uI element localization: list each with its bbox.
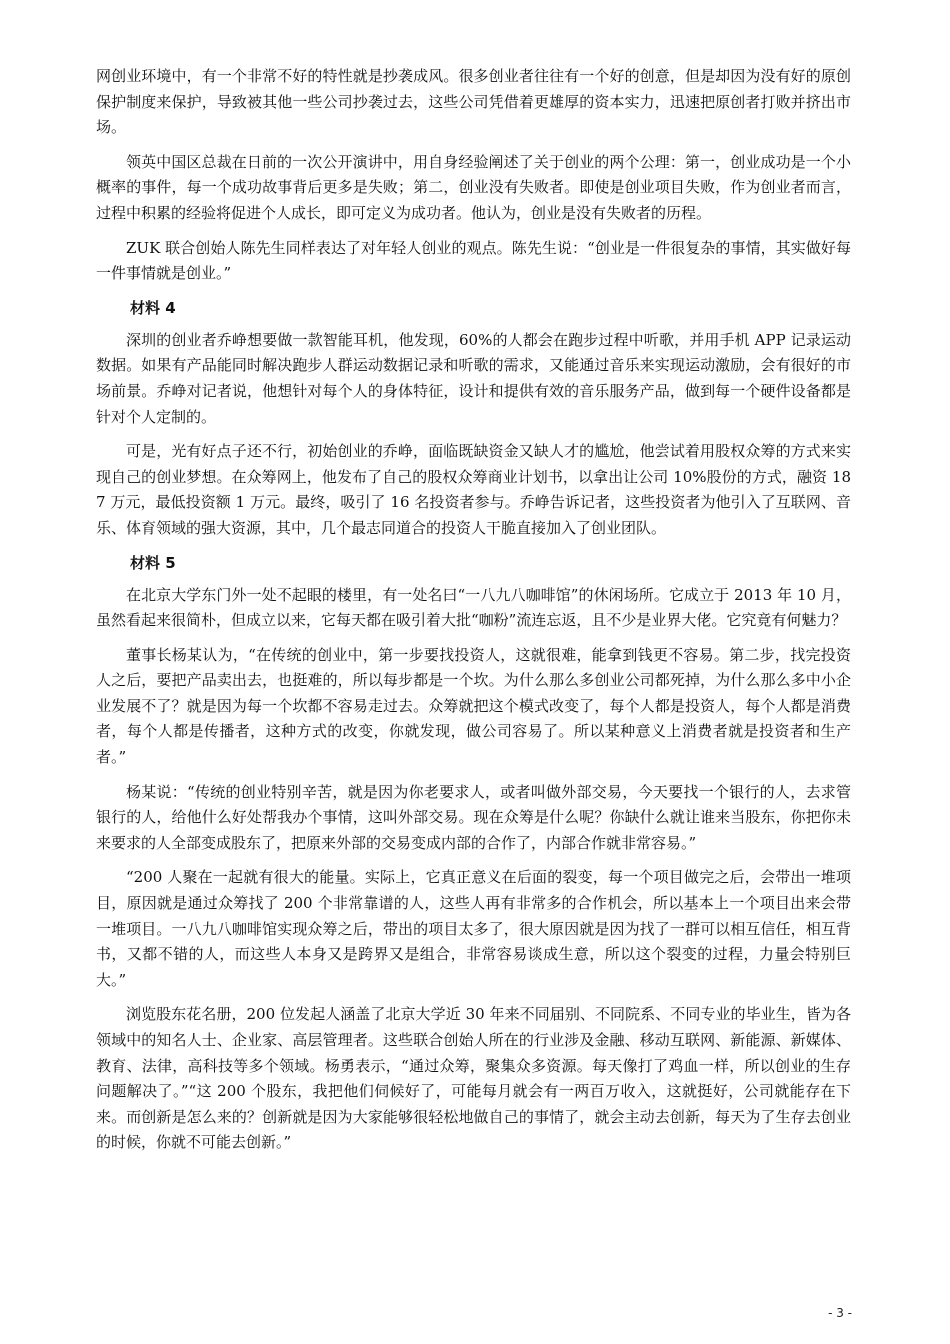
paragraph-smart-earphone: 深圳的创业者乔峥想要做一款智能耳机，他发现，60%的人都会在跑步过程中听歌，并用手机 APP 记录运动数据。如果有产品能同时解决跑步人群运动数据记录和听歌的需求，又能通过音乐来实现运动激励，会有很好的市场前景。乔峥对记者说，他想针对每个人的身体特征，设计和提供有效的音乐服务产品，做到每一个硬件设备都是针对个人定制的。 — [96, 330, 851, 426]
paragraph-200-people-energy: “200 人聚在一起就有很大的能量。实际上，它真正意义在后面的裂变，每一个项目做完之后，会带出一堆项目，原因就是通过众筹找了 200 个非常靠谱的人，这些人再有非常多的合作机会，所以基本上一个项目出来会带一堆项目。一八九八咖啡馆实现众筹之后，带出的项目太多了，很大原因就是因为找了一群可以相互信任，相互背书，又都不错的人，而这些人本身又是跨界又是组合，非常容易谈成生意，所以这个裂变的过程，力量会特别巨大。” — [96, 868, 851, 989]
paragraph-external-transactions: 杨某说：“传统的创业特别辛苦，就是因为你老要求人，或者叫做外部交易，今天要找一个银行的人，去求管银行的人，给他什么好处帮我办个事情，这叫外部交易。现在众筹是什么呢？你缺什么就让谁来当股东，你把你未来要求的人全部变成股东了，把原来外部的交易变成内部的合作了，内部合作就非常容易。” — [96, 782, 851, 852]
section-heading-material-4: 材料 4 — [130, 298, 176, 317]
paragraph-linkedin-axioms: 领英中国区总裁在日前的一次公开演讲中，用自身经验阐述了关于创业的两个公理：第一，创业成功是一个小概率的事件，每一个成功故事背后更多是失败；第二，创业没有失败者。即使是创业项目失败，作为创业者而言，过程中积累的经验将促进个人成长，即可定义为成功者。他认为，创业是没有失败者的历程。 — [96, 152, 851, 222]
paragraph-1898-cafe: 在北京大学东门外一处不起眼的楼里，有一处名曰“一八九八咖啡馆”的休闲场所。它成立于 2013 年 10 月，虽然看起来很简朴，但成立以来，它每天都在吸引着大批“咖粉”流连忘返，且不少是业界大佬。它究竟有何魅力？ — [96, 585, 851, 630]
paragraph-shareholder-roster: 浏览股东花名册，200 位发起人涵盖了北京大学近 30 年来不同届别、不同院系、不同专业的毕业生，皆为各领域中的知名人士、企业家、高层管理者。这些联合创始人所在的行业涉及金融、移动互联网、新能源、新媒体、教育、法律，高科技等多个领域。杨勇表示，“通过众筹，聚集众多资源。每天像打了鸡血一样，所以创业的生存问题解决了。”“这 200 个股东，我把他们伺候好了，可能每月就会有一两百万收入，这就挺好，公司就能存在下来。而创新是怎么来的？创新就是因为大家能够很轻松地做自己的事情了，就会主动去创新，每天为了生存去创业的时候，你就不可能去创新。” — [96, 1005, 851, 1152]
paragraph-continued-intro: 网创业环境中，有一个非常不好的特性就是抄袭成风。很多创业者往往有一个好的创意，但是却因为没有好的原创保护制度来保护，导致被其他一些公司抄袭过去，这些公司凭借着更雄厚的资本实力，迅速把原创者打败并挤出市场。 — [96, 67, 851, 137]
paragraph-chairman-view: 董事长杨某认为，“在传统的创业中，第一步要找投资人，这就很难，能拿到钱更不容易。第二步，找完投资人之后，要把产品卖出去，也挺难的，所以每步都是一个坎。为什么那么多创业公司都死掉，为什么那么多中小企业发展不了？就是因为每一个坎都不容易走过去。众筹就把这个模式改变了，每个人都是投资人，每个人都是消费者，每个人都是传播者，这种方式的改变，你就发现，做公司容易了。所以某种意义上消费者就是投资者和生产者。” — [96, 645, 851, 767]
paragraph-equity-crowdfunding: 可是，光有好点子还不行，初始创业的乔峥，面临既缺资金又缺人才的尴尬，他尝试着用股权众筹的方式来实现自己的创业梦想。在众筹网上，他发布了自己的股权众筹商业计划书，以拿出让公司 10%股份的方式，融资 187 万元，最低投资额 1 万元。最终，吸引了 16 名投资者参与。乔峥告诉记者，这些投资者为他引入了互联网、音乐、体育领域的强大资源，其中，几个最志同道合的投资人干脆直接加入了创业团队。 — [96, 442, 851, 537]
page-number: - 3 - — [828, 1306, 852, 1320]
document-body — [96, 64, 851, 1165]
paragraph-zuk-cofounder: ZUK 联合创始人陈先生同样表达了对年轻人创业的观点。陈先生说：“创业是一件很复杂的事情，其实做好每一件事情就是创业。” — [96, 238, 851, 283]
section-heading-material-5: 材料 5 — [130, 553, 176, 572]
